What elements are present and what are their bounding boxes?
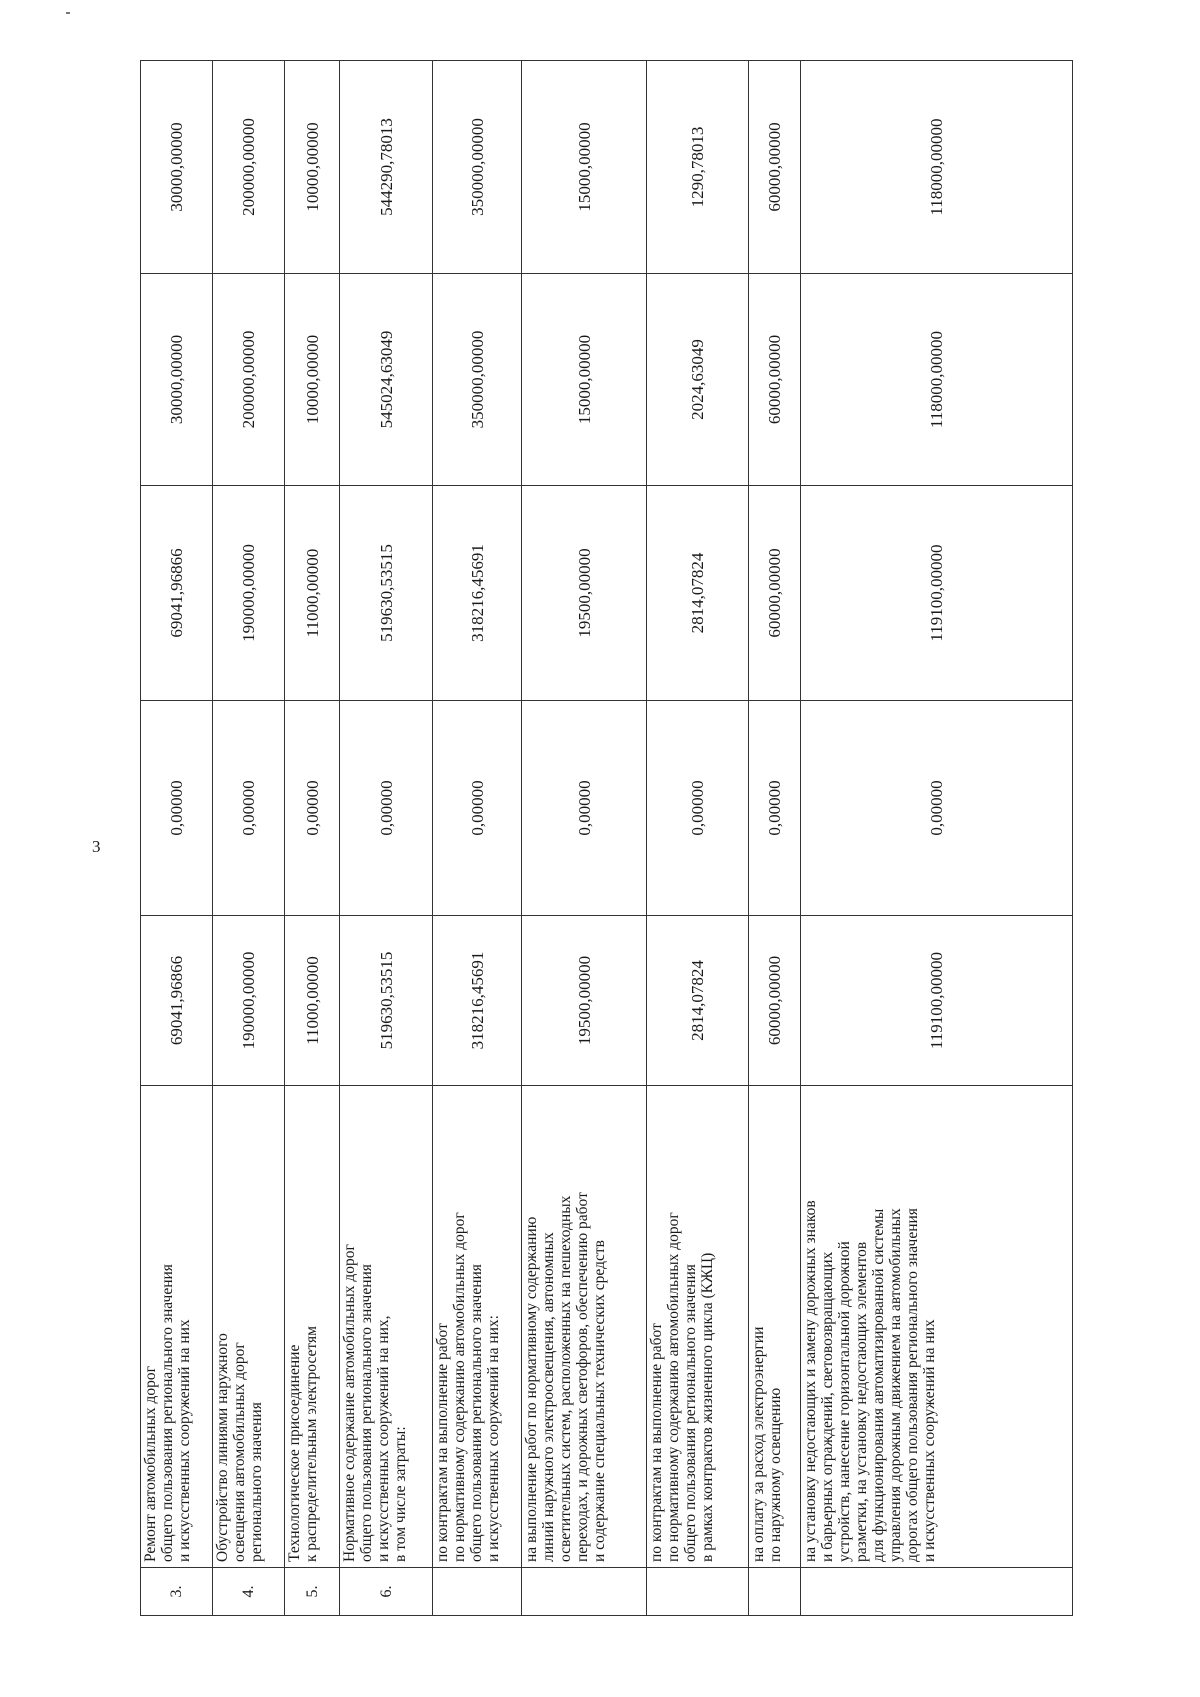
row-number-cell bbox=[749, 1568, 801, 1616]
amount-cell-1: 190000,00000 bbox=[213, 916, 285, 1086]
table-row bbox=[433, 61, 522, 1616]
amount-cell-5: 544290,78013 bbox=[340, 61, 433, 274]
description-line: по контрактам на выполнение работ bbox=[434, 1323, 451, 1562]
description-line: Нормативное содержание автомобильных дорог bbox=[341, 1244, 358, 1562]
amount-cell-3: 11000,00000 bbox=[285, 486, 340, 701]
amount-cell-3: 519630,53515 bbox=[340, 486, 433, 701]
row-number-cell: 4. bbox=[213, 1568, 285, 1616]
budget-table-rotated bbox=[140, 61, 1072, 1616]
description-line: регионального значения bbox=[248, 1402, 265, 1562]
amount-cell-1: 11000,00000 bbox=[285, 916, 340, 1086]
amount-cell-2: 0,00000 bbox=[522, 701, 647, 916]
amount-cell-2: 0,00000 bbox=[749, 701, 801, 916]
amount-cell-5: 15000,00000 bbox=[522, 61, 647, 274]
amount-cell-3: 318216,45691 bbox=[433, 486, 522, 701]
amount-cell-4: 2024,63049 bbox=[647, 274, 749, 486]
item-description-cell bbox=[522, 1086, 647, 1568]
description-line: к распределительным электросетям bbox=[303, 1326, 320, 1562]
amount-cell-5: 350000,00000 bbox=[433, 61, 522, 274]
table-row bbox=[285, 61, 340, 1616]
description-line: на оплату за расход электроэнергии bbox=[750, 1326, 767, 1562]
row-number-cell: 3. bbox=[141, 1568, 213, 1616]
description-line: управления дорожным движением на автомобильных bbox=[887, 1208, 904, 1562]
table-row bbox=[141, 61, 213, 1616]
description-line: в рамках контрактов жизненного цикла (КЖЦ) bbox=[699, 1252, 716, 1562]
item-description-cell bbox=[213, 1086, 285, 1568]
description-line: общего пользования регионального значения bbox=[358, 1264, 375, 1562]
description-line: и искусственных сооружений на них bbox=[176, 1319, 193, 1562]
amount-cell-5: 60000,00000 bbox=[749, 61, 801, 274]
description-line: Обустройство линиями наружного bbox=[214, 1333, 231, 1562]
amount-cell-5: 30000,00000 bbox=[141, 61, 213, 274]
row-number-cell bbox=[433, 1568, 522, 1616]
amount-cell-4: 118000,00000 bbox=[801, 274, 1073, 486]
amount-cell-3: 69041,96866 bbox=[141, 486, 213, 701]
item-description-cell bbox=[340, 1086, 433, 1568]
amount-cell-1: 2814,07824 bbox=[647, 916, 749, 1086]
amount-cell-2: 0,00000 bbox=[285, 701, 340, 916]
amount-cell-1: 519630,53515 bbox=[340, 916, 433, 1086]
amount-cell-4: 545024,63049 bbox=[340, 274, 433, 486]
item-description-cell bbox=[433, 1086, 522, 1568]
amount-cell-2: 0,00000 bbox=[340, 701, 433, 916]
row-number-cell bbox=[647, 1568, 749, 1616]
description-line: дорогах общего пользования регионального значения bbox=[904, 1208, 921, 1562]
description-line: по нормативному содержанию автомобильных дорог bbox=[451, 1212, 468, 1562]
scan-artifact bbox=[66, 12, 70, 14]
description-line: на выполнение работ по нормативному содержанию bbox=[523, 1216, 540, 1562]
amount-cell-1: 19500,00000 bbox=[522, 916, 647, 1086]
amount-cell-2: 0,00000 bbox=[213, 701, 285, 916]
description-line: Технологическое присоединение bbox=[286, 1344, 303, 1562]
amount-cell-4: 15000,00000 bbox=[522, 274, 647, 486]
description-line: осветительных систем, расположенных на пешеходных bbox=[557, 1195, 574, 1562]
description-line: в том числе затраты: bbox=[392, 1426, 409, 1562]
description-line: и искусственных сооружений на них, bbox=[375, 1315, 392, 1562]
amount-cell-4: 60000,00000 bbox=[749, 274, 801, 486]
amount-cell-4: 200000,00000 bbox=[213, 274, 285, 486]
item-description-cell bbox=[749, 1086, 801, 1568]
amount-cell-3: 119100,00000 bbox=[801, 486, 1073, 701]
page-number: 3 bbox=[92, 837, 101, 856]
amount-cell-3: 2814,07824 bbox=[647, 486, 749, 701]
amount-cell-1: 318216,45691 bbox=[433, 916, 522, 1086]
description-line: и барьерных ограждений, световозвращающих bbox=[819, 1251, 836, 1562]
row-number-cell: 6. bbox=[340, 1568, 433, 1616]
description-line: по нормативному содержанию автомобильных дорог bbox=[665, 1212, 682, 1562]
amount-cell-3: 19500,00000 bbox=[522, 486, 647, 701]
description-line: общего пользования регионального значения bbox=[682, 1264, 699, 1562]
amount-cell-2: 0,00000 bbox=[141, 701, 213, 916]
description-line: освещения автомобильных дорог bbox=[231, 1342, 248, 1562]
table-row bbox=[340, 61, 433, 1616]
description-line: и содержание специальных технических средств bbox=[591, 1240, 608, 1562]
amount-cell-2: 0,00000 bbox=[647, 701, 749, 916]
amount-cell-5: 10000,00000 bbox=[285, 61, 340, 274]
table-row bbox=[647, 61, 749, 1616]
amount-cell-5: 118000,00000 bbox=[801, 61, 1073, 274]
table-row bbox=[801, 61, 1073, 1616]
description-line: переходах, и дорожных светофоров, обеспечению работ bbox=[574, 1192, 591, 1562]
row-number-cell bbox=[801, 1568, 1073, 1616]
amount-cell-4: 10000,00000 bbox=[285, 274, 340, 486]
amount-cell-5: 1290,78013 bbox=[647, 61, 749, 274]
description-line: и искусственных сооружений на них bbox=[921, 1319, 938, 1562]
amount-cell-4: 30000,00000 bbox=[141, 274, 213, 486]
description-line: по контрактам на выполнение работ bbox=[648, 1323, 665, 1562]
amount-cell-5: 200000,00000 bbox=[213, 61, 285, 274]
description-line: устройств, нанесение горизонтальной дорожной bbox=[836, 1241, 853, 1562]
budget-table bbox=[140, 60, 1073, 1616]
amount-cell-2: 0,00000 bbox=[433, 701, 522, 916]
amount-cell-1: 119100,00000 bbox=[801, 916, 1073, 1086]
description-line: по наружному освещению bbox=[767, 1387, 784, 1562]
table-row bbox=[522, 61, 647, 1616]
item-description-cell bbox=[647, 1086, 749, 1568]
amount-cell-1: 69041,96866 bbox=[141, 916, 213, 1086]
amount-cell-4: 350000,00000 bbox=[433, 274, 522, 486]
item-description-cell bbox=[801, 1086, 1073, 1568]
table-row bbox=[749, 61, 801, 1616]
table-body bbox=[141, 61, 1073, 1616]
description-line: для функционирования автоматизированной системы bbox=[870, 1208, 887, 1562]
item-description-cell bbox=[285, 1086, 340, 1568]
description-line: и искусственных сооружений на них: bbox=[485, 1315, 502, 1562]
description-line: на установку недостающих и замену дорожных знаков bbox=[802, 1200, 819, 1562]
row-number-cell: 5. bbox=[285, 1568, 340, 1616]
description-line: Ремонт автомобильных дорог bbox=[142, 1365, 159, 1562]
amount-cell-3: 60000,00000 bbox=[749, 486, 801, 701]
amount-cell-1: 60000,00000 bbox=[749, 916, 801, 1086]
row-number-cell bbox=[522, 1568, 647, 1616]
description-line: общего пользования регионального значения bbox=[468, 1264, 485, 1562]
table-row bbox=[213, 61, 285, 1616]
description-line: линий наружного электроосвещения, автономных bbox=[540, 1232, 557, 1562]
item-description-cell bbox=[141, 1086, 213, 1568]
amount-cell-3: 190000,00000 bbox=[213, 486, 285, 701]
amount-cell-2: 0,00000 bbox=[801, 701, 1073, 916]
description-line: разметки, на установку недостающих элементов bbox=[853, 1241, 870, 1562]
description-line: общего пользования регионального значения bbox=[159, 1264, 176, 1562]
